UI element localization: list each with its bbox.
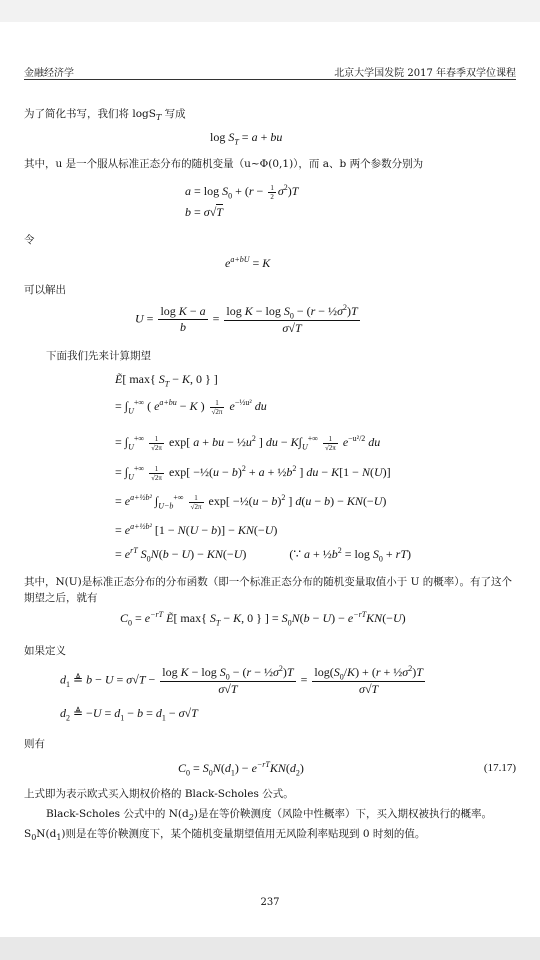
header-rule (24, 79, 516, 80)
equation-black-scholes: $C_0 = S_0N(d_1) - e^{-rT}KN(d_2)$ (178, 760, 304, 778)
equation-log-st: $\log S_T = a$ + bu (210, 130, 283, 147)
equation-expectation-5: = $e^{a+\frac{1}{2}b^2}$ $\int_{U-b}^{+\infty}$ $\frac{1}{√2\pi}$ exp[ −½(u − b)$^2$ ] d(u − b) − KN(−U) (115, 493, 387, 511)
equation-d1: $d_1$ ≜ b − U = σ√T − $\frac{\log K - \log S_0 - (r - \frac{1}{2}\sigma^2)T}{\sigma√T}$ = $\frac{\log(S_0/K) + (r + \frac{1}{2}\sigma^2)T}{\sigma√T}$ (60, 664, 423, 697)
running-header (24, 64, 516, 78)
paragraph-6: 其中，N(U)是标准正态分布的分布函数（即一个标准正态分布的随机变量取值小于 U 的概率）。有了这个期望之后，就有 (24, 576, 513, 604)
paragraph-9: 上式即为表示欧式买入期权价格的 Black-Scholes 公式。 (24, 788, 294, 800)
paragraph-10: Black-Scholes 公式中的 $N(d_2)$是在等价鞅测度（风险中性概率）下，买入期权被执行的概率。$S_0N(d_1)$则是在等价鞅测度下，某个随机变量期望值用无风险利率贴现到 0 时刻的值。 (24, 808, 492, 843)
equation-expectation-6: = $e^{a+\frac{1}{2}b^2}$ [1 − N(U − b)] − KN(−U) (115, 522, 278, 537)
top-bar (0, 0, 540, 22)
header-right: 北京大学国发院 2017 年春季双学位课程 (334, 68, 516, 79)
header-left: 金融经济学 (24, 68, 74, 79)
paragraph-2: 其中，u 是一个服从标准正态分布的随机变量（u~Φ(0,1)），而 a、b 两个参数分别为 (24, 158, 424, 170)
paragraph-4: 可以解出 (24, 284, 66, 296)
paragraph-7: 如果定义 (24, 645, 66, 657)
paragraph-5: 下面我们先来计算期望 (46, 350, 151, 362)
paragraph-1: 为了简化书写，我们将 logS$_T$ 写成 (24, 108, 186, 123)
paragraph-8: 则有 (24, 738, 45, 750)
bottom-bar (0, 937, 540, 960)
equation-d2: $d_2$ ≜ $-U = d_1 - b = d_1 - \sigma√T$ (60, 706, 198, 723)
equation-expectation-3: = $\int_U^{+\infty}$ $\frac{1}{√2\pi}$ exp[ a + bu − $\frac{1}{2}u^2$ ] du − $K\int_U^{+\infty}$ $\frac{1}{√2\pi}$ $e^{-u^2/2}$ du (115, 434, 381, 452)
equation-exp-k: $e^{a+bU} = K$ (225, 255, 271, 270)
equation-expectation-1: Ẽ[ max{ $S_T - K$, 0 } ] (115, 372, 218, 389)
equation-c0: $C_0 = e^{-rT}$ Ẽ[ max{ $S_T - K$, 0 } ] = $S_0N(b - U) - e^{-rT}KN(-U)$ (120, 610, 406, 628)
equation-b-def: b = σ√T (185, 205, 223, 219)
paragraph-3: 令 (24, 234, 35, 246)
page-number: 237 (260, 897, 280, 908)
equation-u-def: U = $\frac{\text{log K − a}}{b}$ = $\frac{\log K - \log S_0 - (r - \frac{1}{2}\sigma^2)T}{\sigma√T}$ (135, 303, 358, 336)
equation-a-def: $a = \log S_0 + (r$ − $\frac{1}{2}$ $\sigma^2)T$ (185, 183, 299, 201)
equation-expectation-4: = $\int_U^{+\infty}$ $\frac{1}{√2\pi}$ exp[ −½(u − $b)^2 + a + \frac{1}{2}b^2$ ] du − K[1 − N(U)] (115, 464, 391, 482)
equation-expectation-2: = $\int_U^{+\infty}$ ( $e^{a+bu} - K$ ) $\frac{1}{√2\pi}$ $e^{-\frac{1}{2}u^2}$ du (115, 398, 267, 416)
equation-expectation-7: = $e^{rT}$ $S_0N(b - U) - KN(-U)$ (∵ $a + \frac{1}{2}b^2 = \log S_0 + rT$) (115, 546, 412, 564)
equation-number: (17.17) (483, 762, 516, 774)
